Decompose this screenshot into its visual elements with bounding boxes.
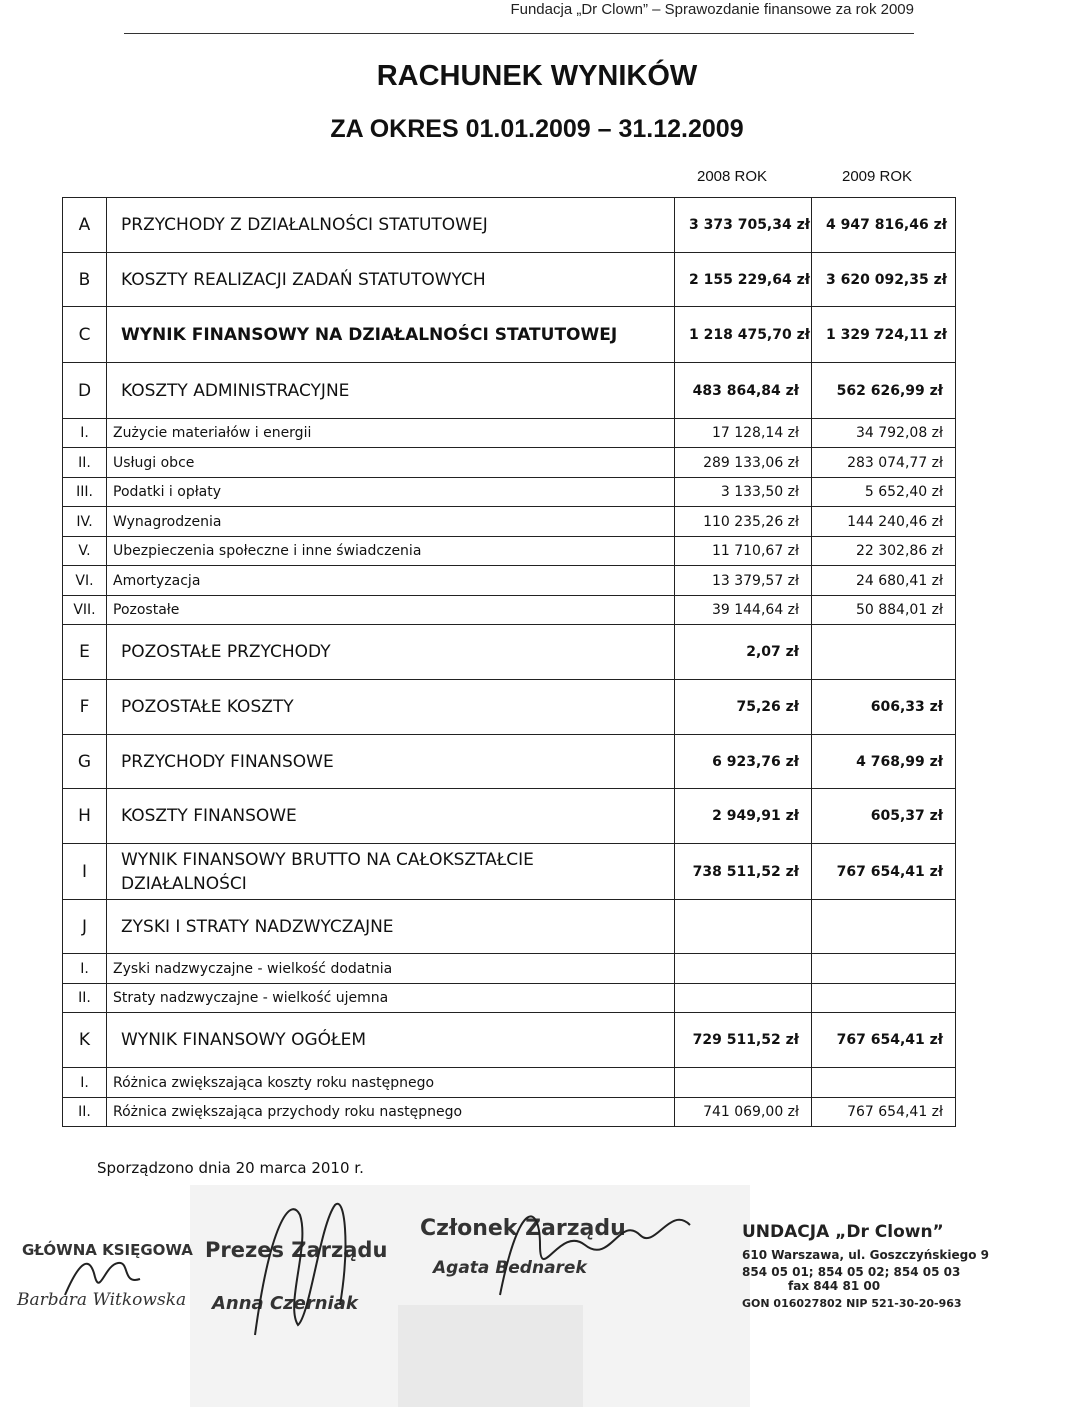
row-label: KOSZTY REALIZACJI ZADAŃ STATUTOWYCH — [107, 253, 675, 307]
row-code: K — [63, 1013, 107, 1068]
prepared-date: Sporządzono dnia 20 marca 2010 r. — [97, 1159, 364, 1177]
row-code: C — [63, 307, 107, 363]
table-row-i — [63, 844, 956, 900]
value-2009 — [812, 900, 956, 954]
table-row-d-4 — [63, 507, 956, 537]
row-code: I. — [63, 954, 107, 984]
stamp-board-member-title: Członek Zarządu — [420, 1216, 626, 1241]
row-label: WYNIK FINANSOWY NA DZIAŁALNOŚCI STATUTOWEJ — [107, 307, 675, 363]
header-text: Fundacja „Dr Clown” – Sprawozdanie finansowe za rok 2009 — [510, 1, 914, 18]
value-2008: 738 511,52 zł — [675, 844, 812, 900]
scan-shade-2 — [398, 1305, 583, 1407]
row-label: Amortyzacja — [107, 566, 675, 596]
row-code: B — [63, 253, 107, 307]
value-2009: 562 626,99 zł — [812, 363, 956, 419]
stamp-foundation-line3: 854 05 01; 854 05 02; 854 05 03 — [742, 1265, 961, 1279]
value-2009: 5 652,40 zł — [812, 478, 956, 507]
value-2008: 39 144,64 zł — [675, 596, 812, 625]
table-row-g — [63, 735, 956, 789]
value-2008: 75,26 zł — [675, 680, 812, 735]
value-2009: 1 329 724,11 zł — [812, 307, 956, 363]
table-row-k-1 — [63, 1068, 956, 1098]
row-code: II. — [63, 1098, 107, 1127]
column-header-2008: 2008 ROK — [697, 168, 768, 185]
value-2009 — [812, 625, 956, 680]
value-2009: 24 680,41 zł — [812, 566, 956, 596]
row-label: Różnica zwiększająca przychody roku następnego — [107, 1098, 675, 1127]
value-2008: 1 218 475,70 zł — [675, 307, 812, 363]
value-2008: 2,07 zł — [675, 625, 812, 680]
row-label: Zużycie materiałów i energii — [107, 419, 675, 448]
table-row-d-2 — [63, 448, 956, 478]
value-2008: 2 949,91 zł — [675, 789, 812, 844]
row-code: A — [63, 198, 107, 253]
row-code: III. — [63, 478, 107, 507]
table-row-e — [63, 625, 956, 680]
row-label: WYNIK FINANSOWY BRUTTO NA CAŁOKSZTAŁCIE DZIAŁALNOŚCI — [107, 844, 675, 900]
value-2008: 483 864,84 zł — [675, 363, 812, 419]
value-2008 — [675, 900, 812, 954]
row-code: F — [63, 680, 107, 735]
table-row-j-1 — [63, 954, 956, 984]
row-code: VI. — [63, 566, 107, 596]
row-code: VII. — [63, 596, 107, 625]
table-row-f — [63, 680, 956, 735]
table-row-b — [63, 253, 956, 307]
value-2009: 605,37 zł — [812, 789, 956, 844]
document-period: ZA OKRES 01.01.2009 – 31.12.2009 — [330, 115, 744, 143]
value-2009: 144 240,46 zł — [812, 507, 956, 537]
value-2009 — [812, 984, 956, 1013]
row-code: H — [63, 789, 107, 844]
table-row-d-7 — [63, 596, 956, 625]
value-2008: 11 710,67 zł — [675, 537, 812, 566]
header-rule — [124, 33, 914, 34]
row-code: V. — [63, 537, 107, 566]
row-label: WYNIK FINANSOWY OGÓŁEM — [107, 1013, 675, 1068]
row-code: I. — [63, 1068, 107, 1098]
value-2008: 2 155 229,64 zł — [675, 253, 812, 307]
row-code: II. — [63, 984, 107, 1013]
value-2008: 3 133,50 zł — [675, 478, 812, 507]
row-label: KOSZTY ADMINISTRACYJNE — [107, 363, 675, 419]
table-row-j-2 — [63, 984, 956, 1013]
table-row-d-3 — [63, 478, 956, 507]
row-label: ZYSKI I STRATY NADZWYCZAJNE — [107, 900, 675, 954]
value-2009: 767 654,41 zł — [812, 1013, 956, 1068]
row-label: Zyski nadzwyczajne - wielkość dodatnia — [107, 954, 675, 984]
row-label: Ubezpieczenia społeczne i inne świadczenia — [107, 537, 675, 566]
income-statement-table — [62, 197, 956, 1127]
row-label: PRZYCHODY FINANSOWE — [107, 735, 675, 789]
row-code: II. — [63, 448, 107, 478]
value-2008: 17 128,14 zł — [675, 419, 812, 448]
value-2008: 741 069,00 zł — [675, 1098, 812, 1127]
row-label: POZOSTAŁE KOSZTY — [107, 680, 675, 735]
stamp-board-member-name: Agata Bednarek — [433, 1258, 587, 1278]
row-code: J — [63, 900, 107, 954]
table-row-h — [63, 789, 956, 844]
stamp-chief-accountant-title: GŁÓWNA KSIĘGOWA — [22, 1241, 193, 1259]
value-2009: 767 654,41 zł — [812, 844, 956, 900]
table-row-a — [63, 198, 956, 253]
value-2008 — [675, 984, 812, 1013]
row-code: E — [63, 625, 107, 680]
row-code: D — [63, 363, 107, 419]
value-2009 — [812, 954, 956, 984]
value-2009: 767 654,41 zł — [812, 1098, 956, 1127]
stamp-foundation-line4: fax 844 81 00 — [788, 1279, 881, 1293]
value-2008: 289 133,06 zł — [675, 448, 812, 478]
stamp-foundation-line5: GON 016027802 NIP 521-30-20-963 — [742, 1297, 962, 1310]
table-row-d-1 — [63, 419, 956, 448]
row-code: I. — [63, 419, 107, 448]
table-row-d — [63, 363, 956, 419]
table-row-d-5 — [63, 537, 956, 566]
stamp-president-name: Anna Czerniak — [212, 1293, 358, 1314]
row-label: POZOSTAŁE PRZYCHODY — [107, 625, 675, 680]
value-2009: 34 792,08 zł — [812, 419, 956, 448]
table-row-d-6 — [63, 566, 956, 596]
value-2009: 3 620 092,35 zł — [812, 253, 956, 307]
value-2008: 110 235,26 zł — [675, 507, 812, 537]
value-2008: 3 373 705,34 zł — [675, 198, 812, 253]
value-2009: 50 884,01 zł — [812, 596, 956, 625]
row-label: KOSZTY FINANSOWE — [107, 789, 675, 844]
value-2009 — [812, 1068, 956, 1098]
stamp-president-title: Prezes Zarządu — [205, 1238, 388, 1262]
column-header-2009: 2009 ROK — [842, 168, 913, 185]
table-row-k — [63, 1013, 956, 1068]
value-2008 — [675, 954, 812, 984]
row-label: Wynagrodzenia — [107, 507, 675, 537]
signatures-svg — [0, 1185, 990, 1407]
value-2008: 729 511,52 zł — [675, 1013, 812, 1068]
row-label: PRZYCHODY Z DZIAŁALNOŚCI STATUTOWEJ — [107, 198, 675, 253]
value-2008: 6 923,76 zł — [675, 735, 812, 789]
row-code: G — [63, 735, 107, 789]
document-title: RACHUNEK WYNIKÓW — [376, 60, 698, 92]
stamp-chief-accountant-name: Barbara Witkowska — [17, 1290, 187, 1310]
value-2008 — [675, 1068, 812, 1098]
value-2009: 4 768,99 zł — [812, 735, 956, 789]
table-row-c — [63, 307, 956, 363]
page-header — [0, 0, 960, 40]
table-row-k-2 — [63, 1098, 956, 1127]
stamp-foundation-line2: 610 Warszawa, ul. Goszczyńskiego 9 — [742, 1248, 990, 1262]
value-2009: 22 302,86 zł — [812, 537, 956, 566]
stamp-foundation-line1: UNDACJA „Dr Clown” — [742, 1222, 944, 1242]
row-label: Straty nadzwyczajne - wielkość ujemna — [107, 984, 675, 1013]
signatures-area — [0, 1185, 990, 1407]
value-2009: 283 074,77 zł — [812, 448, 956, 478]
row-label: Różnica zwiększająca koszty roku następnego — [107, 1068, 675, 1098]
table-row-j — [63, 900, 956, 954]
row-label: Pozostałe — [107, 596, 675, 625]
value-2009: 4 947 816,46 zł — [812, 198, 956, 253]
row-code: IV. — [63, 507, 107, 537]
value-2009: 606,33 zł — [812, 680, 956, 735]
value-2008: 13 379,57 zł — [675, 566, 812, 596]
row-label: Usługi obce — [107, 448, 675, 478]
row-code: I — [63, 844, 107, 900]
row-label: Podatki i opłaty — [107, 478, 675, 507]
